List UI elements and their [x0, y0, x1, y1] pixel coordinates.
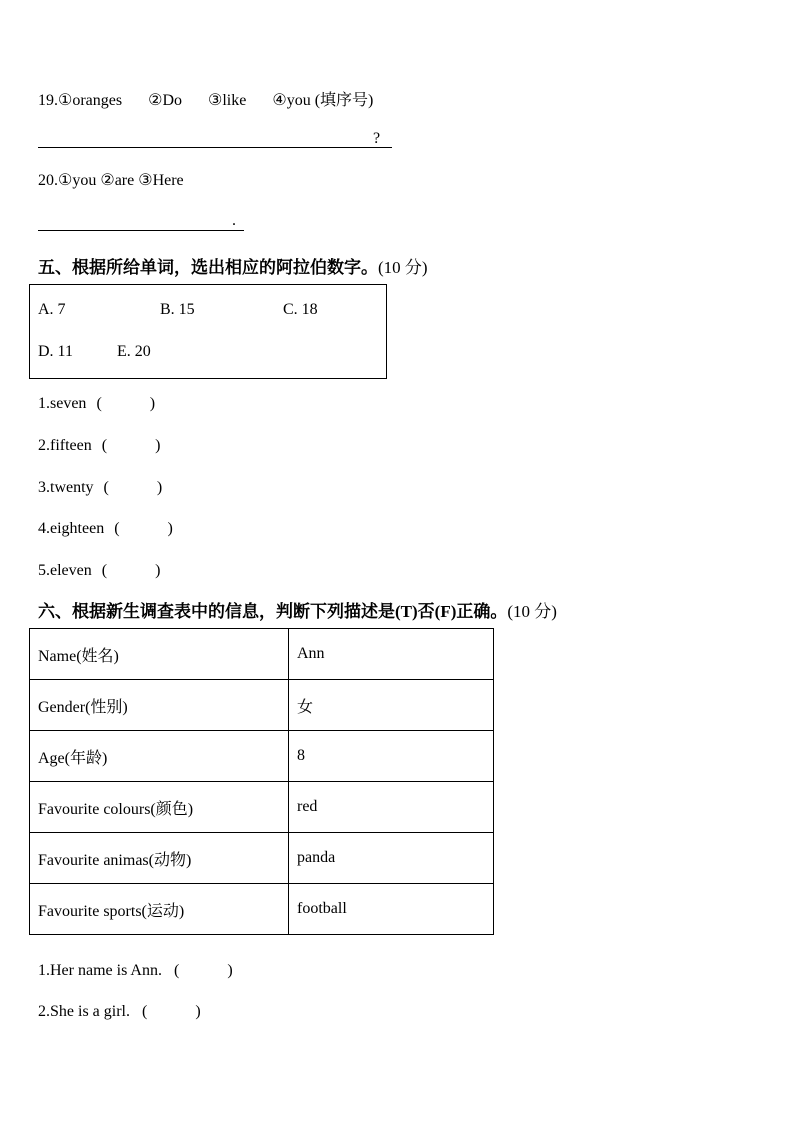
- section5-item-3-word: 3.twenty: [38, 479, 94, 496]
- section5-item-2: [38, 432, 160, 455]
- section5-item-5-word: 5.eleven: [38, 562, 92, 579]
- table-cell-value: panda: [289, 833, 494, 884]
- section5-item-4-word: 4.eighteen: [38, 520, 105, 537]
- q19-option-3: ③like: [208, 92, 247, 109]
- table-cell-label: Age(年龄): [30, 731, 289, 782]
- table-cell-value: 女: [289, 680, 494, 731]
- section6-heading: [38, 597, 557, 622]
- section6-heading-b: 否: [417, 602, 435, 621]
- section6-heading-t: (T): [395, 602, 418, 621]
- q20-end-mark: .: [232, 212, 236, 229]
- table-row: [30, 782, 494, 833]
- section6-item-2: [38, 998, 201, 1021]
- table-row: [30, 833, 494, 884]
- section6-heading-c: 正确。: [456, 602, 508, 621]
- section6-item-2-blank[interactable]: ( ): [142, 1003, 201, 1020]
- section5-option-c: C. 18: [283, 301, 318, 318]
- section6-item-1: [38, 957, 233, 980]
- table-cell-value: football: [289, 884, 494, 935]
- section5-option-d: D. 11: [38, 343, 73, 360]
- section5-item-1-word: 1.seven: [38, 395, 87, 412]
- table-cell-value: Ann: [289, 629, 494, 680]
- table-cell-label: Name(姓名): [30, 629, 289, 680]
- section6-item-1-blank[interactable]: ( ): [173, 962, 233, 979]
- table-row: [30, 731, 494, 782]
- q19-answer-line[interactable]: [38, 147, 392, 148]
- survey-table: [29, 628, 494, 935]
- q20-option-3: ③Here: [138, 172, 184, 189]
- section5-item-2-word: 2.fifteen: [38, 437, 92, 454]
- section5-item-4-blank[interactable]: ( ): [114, 520, 173, 537]
- section5-item-5-blank[interactable]: ( ): [101, 562, 161, 579]
- section5-option-b: B. 15: [160, 301, 195, 318]
- q20-option-2: ②are: [100, 172, 135, 189]
- section5-heading: [38, 253, 428, 278]
- q19-note: (填序号): [314, 92, 374, 109]
- section5-item-3: [38, 474, 162, 497]
- q19-number: 19.: [38, 92, 58, 109]
- section5-score: (10 分): [378, 258, 428, 277]
- table-cell-label: Gender(性别): [30, 680, 289, 731]
- section6-item-2-text: 2.She is a girl.: [38, 1003, 130, 1020]
- q19-option-1: ①oranges: [58, 92, 123, 109]
- q20-number: 20.: [38, 172, 58, 189]
- q20-answer-line[interactable]: [38, 230, 244, 231]
- section6-item-1-text: 1.Her name is Ann.: [38, 962, 162, 979]
- section5-item-2-blank[interactable]: ( ): [101, 437, 161, 454]
- section5-item-3-blank[interactable]: ( ): [103, 479, 163, 496]
- section5-item-1-blank[interactable]: ( ): [96, 395, 156, 412]
- table-cell-label: Favourite colours(颜色): [30, 782, 289, 833]
- q19-prompt: [38, 87, 373, 110]
- table-row: [30, 680, 494, 731]
- section5-heading-text: 五、根据所给单词，选出相应的阿拉伯数字。: [38, 258, 378, 277]
- section5-option-a: A. 7: [38, 301, 66, 318]
- section5-option-e: E. 20: [117, 343, 151, 360]
- table-cell-label: Favourite animas(动物): [30, 833, 289, 884]
- table-cell-value: 8: [289, 731, 494, 782]
- q20-prompt: [38, 170, 184, 190]
- table-row: [30, 884, 494, 935]
- section6-heading-a: 六、根据新生调查表中的信息，判断下列描述是: [38, 602, 395, 621]
- section5-item-4: [38, 515, 173, 538]
- q19-end-mark: ?: [373, 130, 381, 147]
- section5-options-box: [29, 284, 387, 379]
- q20-option-1: ①you: [58, 172, 97, 189]
- section5-item-1: [38, 390, 155, 413]
- table-row: [30, 629, 494, 680]
- table-cell-value: red: [289, 782, 494, 833]
- section5-item-5: [38, 557, 160, 580]
- q19-option-2: ②Do: [148, 92, 183, 109]
- section6-heading-f: (F): [434, 602, 457, 621]
- section6-score: (10 分): [507, 602, 557, 621]
- q19-option-4: ④you: [272, 92, 311, 109]
- table-cell-label: Favourite sports(运动): [30, 884, 289, 935]
